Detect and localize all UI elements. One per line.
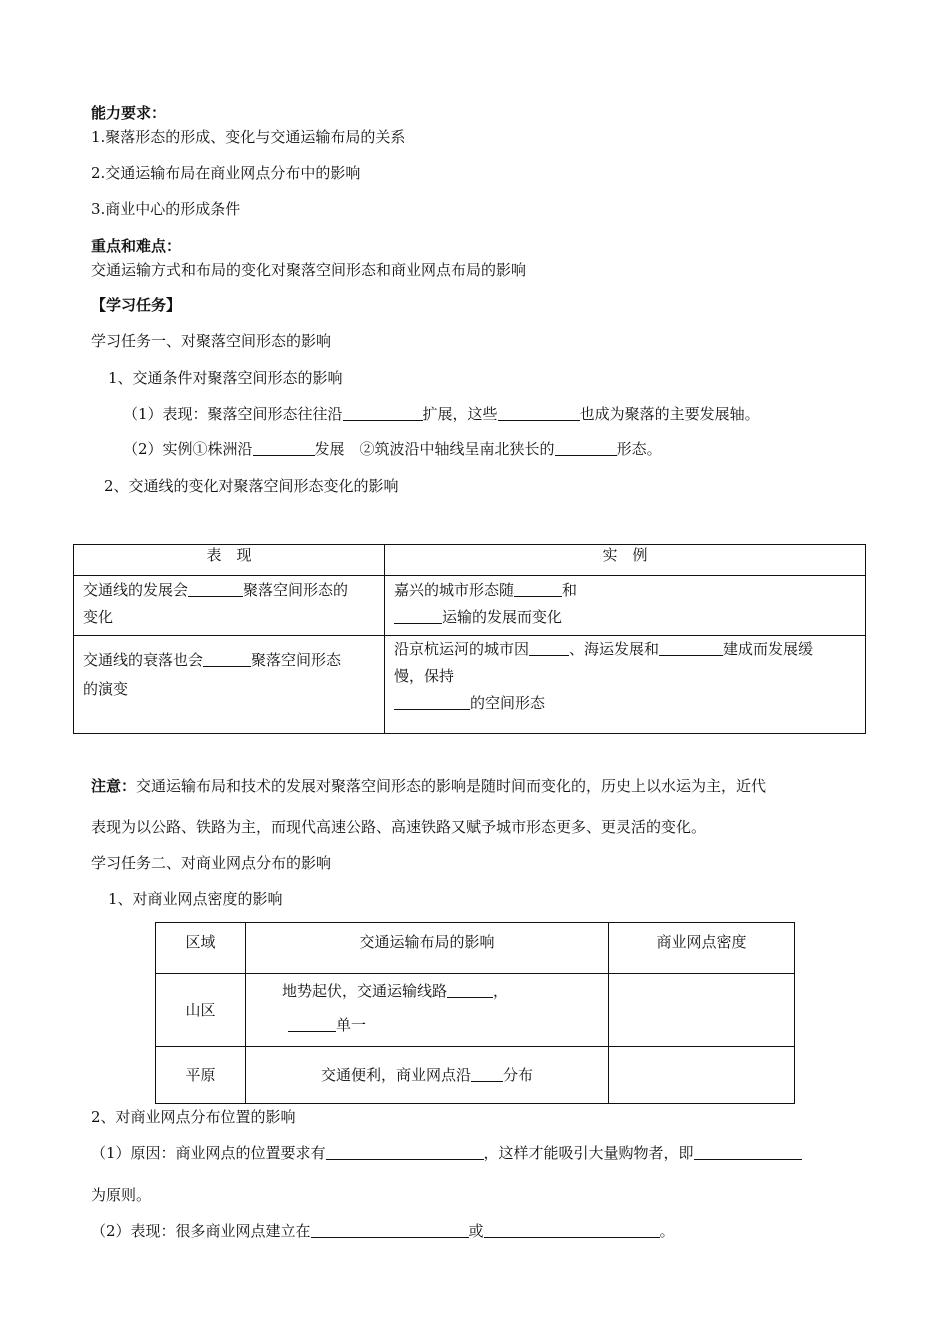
blank [203, 652, 251, 667]
blank [498, 406, 580, 421]
blank [471, 1067, 503, 1082]
table1-header-performance: 表 现 [74, 545, 385, 576]
blank [394, 695, 470, 710]
ability-item-1: 1.聚落形态的形成、变化与交通运输布局的关系 [91, 128, 406, 146]
blank [326, 1145, 484, 1160]
table1-r1c1: 交通线的发展会 聚落空间形态的 变化 [74, 576, 385, 636]
task1-sub2: 2、交通线的变化对聚落空间形态变化的影响 [104, 477, 399, 495]
table2-header-region: 区域 [156, 923, 246, 974]
task2-reason: （1）原因：商业网点的位置要求有 ，这样才能吸引大量购物者，即 [91, 1143, 802, 1163]
blank [447, 983, 493, 998]
task2-sub1: 1、对商业网点密度的影响 [108, 890, 283, 908]
commerce-table [155, 922, 795, 1104]
task2-performance: （2）表现：很多商业网点建立在 或 。 [91, 1222, 675, 1240]
key-text: 交通运输方式和布局的变化对聚落空间形态和商业网点布局的影响 [91, 261, 527, 279]
blank [694, 1145, 802, 1160]
task2-principle: 为原则。 [91, 1186, 152, 1204]
blank [188, 582, 243, 597]
ability-item-2: 2.交通运输布局在商业网点分布中的影响 [91, 164, 361, 182]
table2-plain-influence: 交通便利，商业网点沿 分布 [246, 1047, 609, 1104]
blank [514, 582, 562, 597]
table1-r2c2: 沿京杭运河的城市因 、海运发展和 建成而发展缓 慢，保持 的空间形态 [385, 636, 866, 734]
blank [659, 641, 723, 656]
table2-plain: 平原 [156, 1047, 246, 1104]
task1-title: 学习任务一、对聚落空间形态的影响 [91, 332, 332, 350]
task2-sub2: 2、对商业网点分布位置的影响 [91, 1108, 296, 1126]
blank [484, 1223, 660, 1238]
key-heading: 重点和难点： [91, 237, 182, 255]
ability-heading: 能力要求： [91, 104, 167, 122]
table2-mountain: 山区 [156, 974, 246, 1047]
blank [288, 1017, 336, 1032]
table1-r2c1: 交通线的衰落也会 聚落空间形态 的演变 [74, 636, 385, 734]
task1-sub1: 1、交通条件对聚落空间形态的影响 [108, 369, 343, 387]
note-line-1: 注意：交通运输布局和技术的发展对聚落空间形态的影响是随时间而变化的，历史上以水运为主，近代 [91, 777, 767, 795]
table1-r1c2: 嘉兴的城市形态随 和 运输的发展而变化 [385, 576, 866, 636]
note-line-2: 表现为以公路、铁路为主，而现代高速公路、高速铁路又赋予城市形态更多、更灵活的变化。 [91, 818, 707, 836]
task1-example: （2）实例①株洲沿 发展 ②筑波沿中轴线呈南北狭长的 形态。 [123, 440, 662, 458]
blank [529, 641, 569, 656]
table1-header-example: 实 例 [385, 545, 866, 576]
blank [343, 406, 423, 421]
table2-mountain-influence: 地势起伏，交通运输线路 ， 单一 [246, 974, 609, 1047]
table2-plain-density[interactable] [609, 1047, 795, 1104]
blank [394, 609, 442, 624]
settlement-table [73, 544, 866, 734]
task1-performance: （1）表现：聚落空间形态往往沿 扩展，这些 也成为聚落的主要发展轴。 [123, 405, 760, 423]
table2-header-density: 商业网点密度 [609, 923, 795, 974]
tasks-heading: 【学习任务】 [91, 296, 182, 314]
blank [555, 441, 617, 456]
table2-mountain-density[interactable] [609, 974, 795, 1047]
task2-title: 学习任务二、对商业网点分布的影响 [91, 854, 332, 872]
blank [311, 1223, 469, 1238]
table2-header-influence: 交通运输布局的影响 [246, 923, 609, 974]
blank [253, 441, 315, 456]
ability-item-3: 3.商业中心的形成条件 [91, 200, 241, 218]
